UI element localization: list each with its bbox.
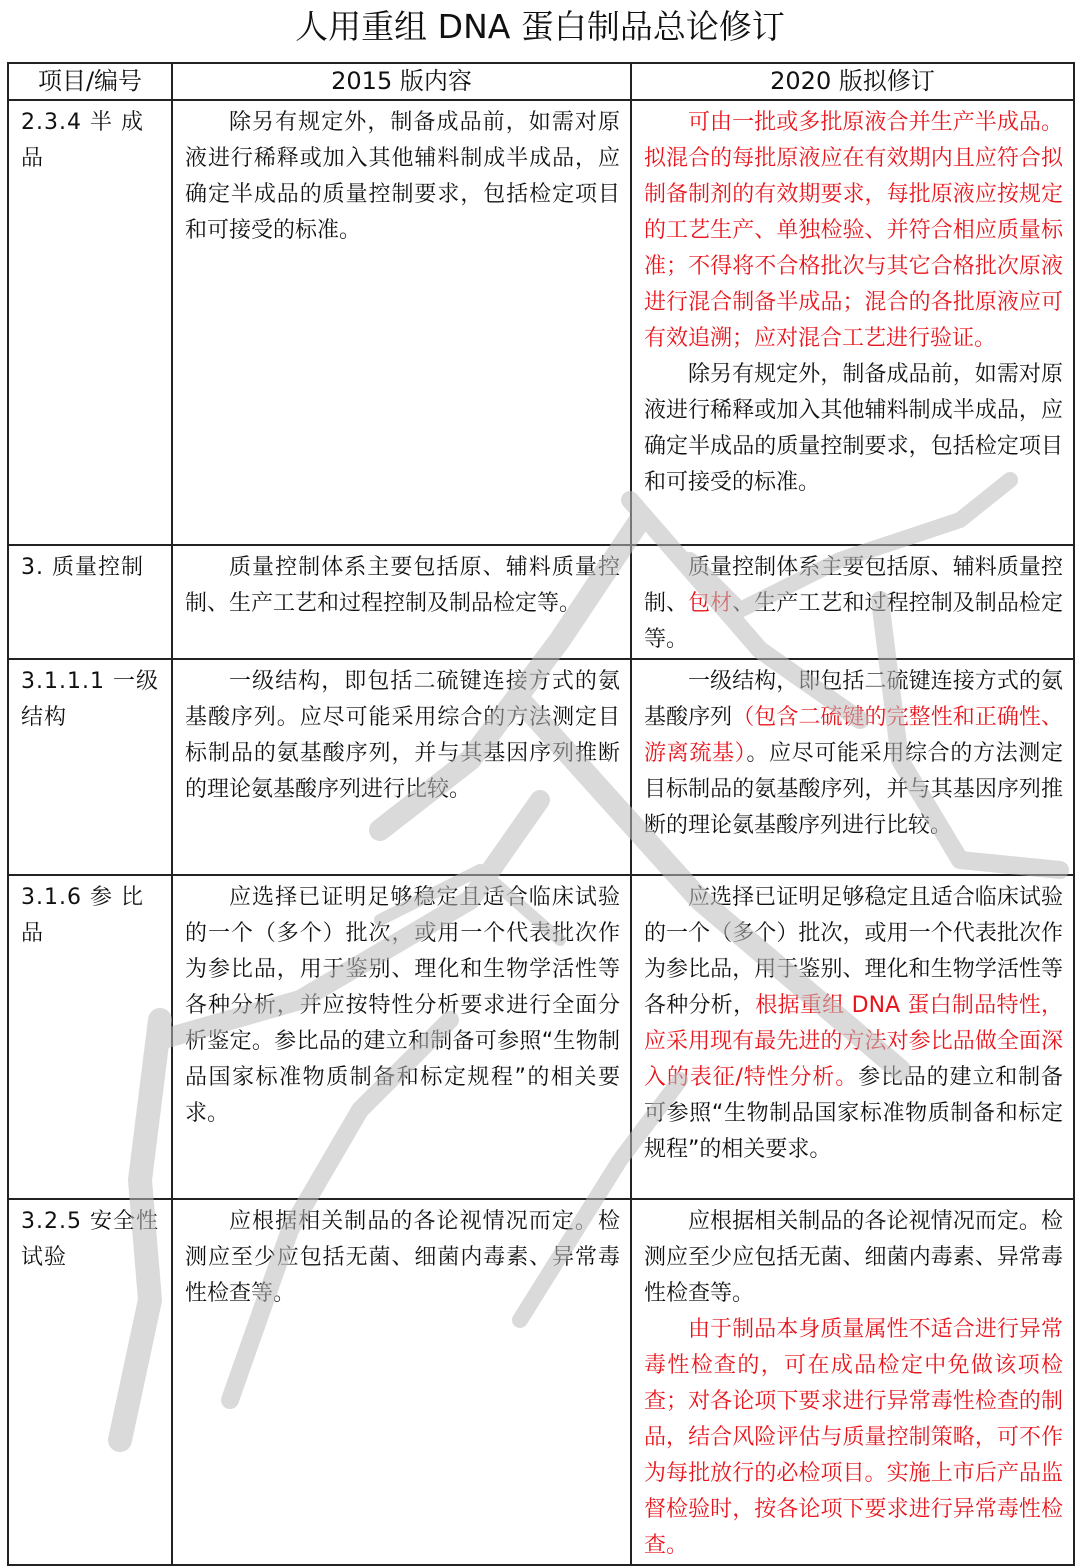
item-id: 2.3.4 半 成品 — [21, 110, 144, 171]
table-header-row — [8, 63, 1074, 100]
revision-comparison-table — [7, 62, 1075, 1566]
table-row — [8, 545, 1074, 659]
content-2020 — [632, 660, 1073, 844]
content-2020-cell — [631, 1199, 1074, 1565]
content-2015-cell — [172, 659, 631, 875]
table-row — [8, 100, 1074, 545]
table-row — [8, 1199, 1074, 1565]
paragraph — [644, 105, 1063, 357]
item-id-cell — [8, 100, 172, 545]
paragraph — [644, 664, 1063, 844]
paragraph — [644, 357, 1063, 501]
item-id: 3.2.5 安全性试验 — [21, 1209, 159, 1270]
content-2015-cell — [172, 545, 631, 659]
content-2020 — [632, 1200, 1073, 1564]
original-text: 参比品的建立和制备可参照“生物制品国家标准物质制备和标定规程”的相关要求。 — [644, 1065, 1063, 1162]
paragraph — [644, 1204, 1063, 1312]
content-2015-cell — [172, 875, 631, 1199]
content-2015 — [173, 876, 630, 1132]
original-text: 一级结构，即包括二硫键连接方式的氨基酸序列。应尽可能采用综合的方法测定目标制品的氨基酸序列，并与其基因序列推断的理论氨基酸序列进行比较。 — [185, 669, 620, 802]
content-2020-cell — [631, 875, 1074, 1199]
original-text: 应根据相关制品的各论视情况而定。检测应至少应包括无菌、细菌内毒素、异常毒性检查等。 — [185, 1209, 620, 1306]
content-2020-cell — [631, 659, 1074, 875]
revised-text: （包含二硫键的完整性和正确性、游离巯基） — [644, 705, 1063, 766]
content-2015 — [173, 546, 630, 622]
revised-text: 由于制品本身质量属性不适合进行异常毒性检查的，可在成品检定中免做该项检查；对各论项下要求进行异常毒性检查的制品，结合风险评估与质量控制策略，可不作为每批放行的必检项目。实施上市后产品监督检验时，按各论项下要求进行异常毒性检查。 — [644, 1317, 1063, 1558]
column-header-item-id: 项目/编号 — [8, 63, 172, 100]
original-text: 应选择已证明足够稳定且适合临床试验的一个（多个）批次，或用一个代表批次作为参比品，用于鉴别、理化和生物学活性等各种分析， — [644, 885, 1063, 1018]
item-id-cell — [8, 1199, 172, 1565]
paragraph — [644, 1312, 1063, 1564]
item-id-cell — [8, 545, 172, 659]
paragraph — [644, 880, 1063, 1168]
content-2015-cell — [172, 100, 631, 545]
revised-text: 可由一批或多批原液合并生产半成品。拟混合的每批原液应在有效期内且应符合拟制备制剂的有效期要求，每批原液应按规定的工艺生产、单独检验、并符合相应质量标准；不得将不合格批次与其它合格批次原液进行混合制备半成品；混合的各批原液应可有效追溯；应对混合工艺进行验证。 — [644, 110, 1063, 351]
item-id: 3. 质量控制 — [21, 555, 144, 580]
content-2020 — [632, 546, 1073, 658]
paragraph — [185, 105, 620, 249]
item-id: 3.1.6 参 比品 — [21, 885, 144, 946]
original-text: 质量控制体系主要包括原、辅料质量控制、生产工艺和过程控制及制品检定等。 — [185, 555, 620, 616]
revised-text: 包材 — [688, 591, 733, 616]
original-text: 。应尽可能采用综合的方法测定目标制品的氨基酸序列，并与其基因序列推断的理论氨基酸序列进行比较。 — [644, 741, 1063, 838]
paragraph — [185, 664, 620, 808]
original-text: 、生产工艺和过程控制及制品检定等。 — [644, 591, 1063, 652]
original-text: 应选择已证明足够稳定且适合临床试验的一个（多个）批次，或用一个代表批次作为参比品，用于鉴别、理化和生物学活性等各种分析，并应按特性分析要求进行全面分析鉴定。参比品的建立和制备可参照“生物制品国家标准物质制备和标定规程”的相关要求。 — [185, 885, 620, 1126]
content-2020 — [632, 101, 1073, 501]
original-text: 除另有规定外，制备成品前，如需对原液进行稀释或加入其他辅料制成半成品，应确定半成品的质量控制要求，包括检定项目和可接受的标准。 — [644, 362, 1063, 495]
table-row — [8, 659, 1074, 875]
original-text: 质量控制体系主要包括原、辅料质量控制、 — [644, 555, 1063, 616]
paragraph — [644, 550, 1063, 658]
content-2020-cell — [631, 545, 1074, 659]
table-row — [8, 875, 1074, 1199]
paragraph — [185, 1204, 620, 1312]
paragraph — [185, 550, 620, 622]
original-text: 应根据相关制品的各论视情况而定。检测应至少应包括无菌、细菌内毒素、异常毒性检查等。 — [644, 1209, 1063, 1306]
content-2015 — [173, 660, 630, 808]
revised-text: 根据重组 DNA 蛋白制品特性，应采用现有最先进的方法对参比品做全面深入的表征/特性分析。 — [644, 993, 1063, 1090]
item-id-cell — [8, 659, 172, 875]
content-2015 — [173, 1200, 630, 1312]
content-2020-cell — [631, 100, 1074, 545]
column-header-2015: 2015 版内容 — [172, 63, 631, 100]
item-id-cell — [8, 875, 172, 1199]
content-2015 — [173, 101, 630, 249]
content-2015-cell — [172, 1199, 631, 1565]
item-id: 3.1.1.1 一级结构 — [21, 669, 159, 730]
content-2020 — [632, 876, 1073, 1168]
paragraph — [185, 880, 620, 1132]
document-title: 人用重组 DNA 蛋白制品总论修订 — [295, 7, 785, 46]
original-text: 除另有规定外，制备成品前，如需对原液进行稀释或加入其他辅料制成半成品，应确定半成品的质量控制要求，包括检定项目和可接受的标准。 — [185, 110, 620, 243]
original-text: 一级结构，即包括二硫键连接方式的氨基酸序列 — [644, 669, 1063, 730]
column-header-2020: 2020 版拟修订 — [631, 63, 1074, 100]
